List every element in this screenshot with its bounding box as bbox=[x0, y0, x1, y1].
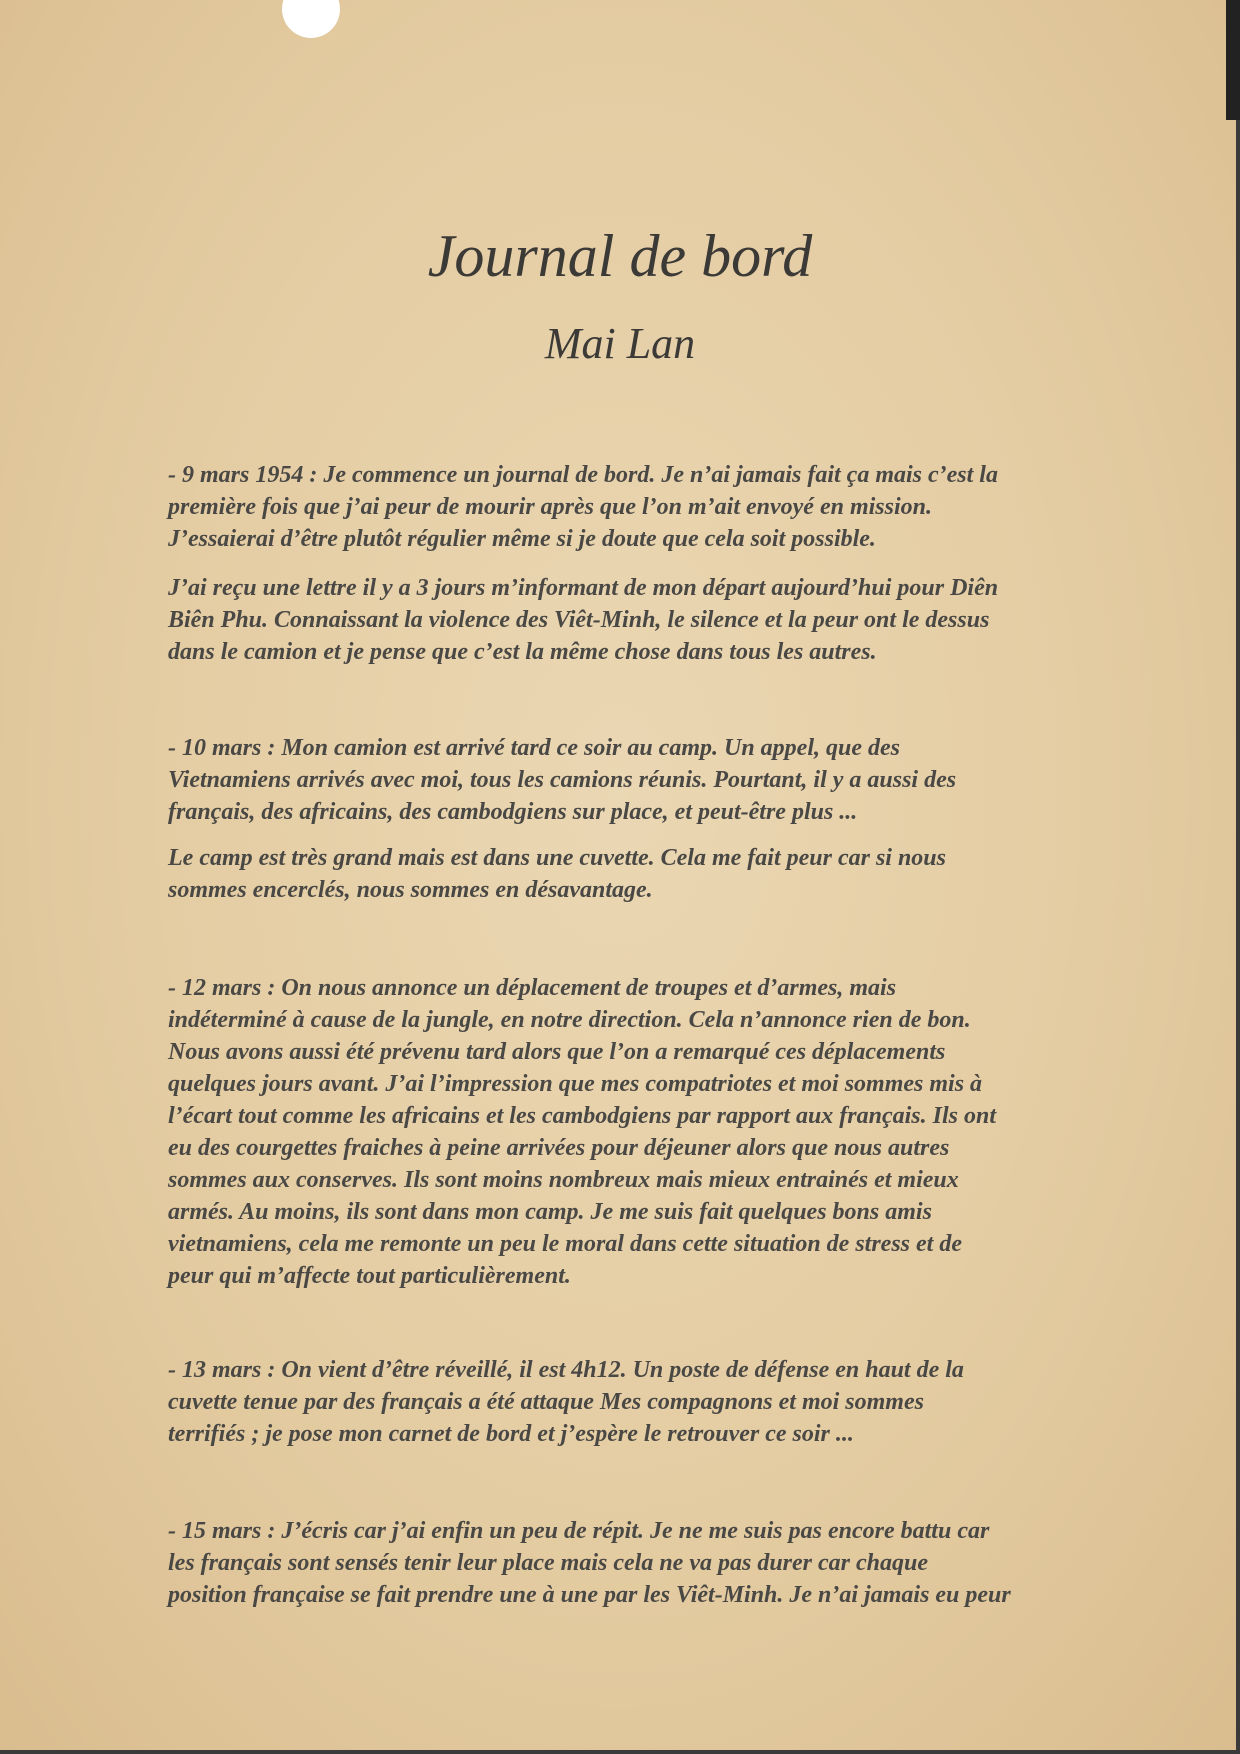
text-line: l’écart tout comme les africains et les cambodgiens par rapport aux français. Ils ont bbox=[168, 1103, 997, 1129]
journal-entry-paragraph bbox=[168, 842, 946, 906]
text-line: - 13 mars : On vient d’être réveillé, il est 4h12. Un poste de défense en haut de la bbox=[168, 1357, 964, 1383]
text-line: Nous avons aussi été prévenu tard alors que l’on a remarqué ces déplacements bbox=[168, 1039, 946, 1065]
text-line: quelques jours avant. J’ai l’impression que mes compatriotes et moi sommes mis à bbox=[168, 1071, 983, 1097]
text-line: position française se fait prendre une à une par les Viêt-Minh. Je n’ai jamais eu peur bbox=[168, 1582, 1011, 1608]
text-line: indéterminé à cause de la jungle, en notre direction. Cela n’annonce rien de bon. bbox=[168, 1007, 971, 1033]
text-line: - 9 mars 1954 : Je commence un journal de bord. Je n’ai jamais fait ça mais c’est la bbox=[168, 462, 998, 488]
text-line: armés. Au moins, ils sont dans mon camp. Je me suis fait quelques bons amis bbox=[168, 1199, 932, 1225]
text-line: - 10 mars : Mon camion est arrivé tard ce soir au camp. Un appel, que des bbox=[168, 735, 900, 761]
text-line: Vietnamiens arrivés avec moi, tous les camions réunis. Pourtant, il y a aussi des bbox=[168, 767, 957, 793]
journal-entry-paragraph bbox=[168, 459, 998, 555]
text-line: première fois que j’ai peur de mourir après que l’on m’ait envoyé en mission. bbox=[168, 494, 932, 520]
document-title: Journal de bord bbox=[427, 223, 813, 289]
text-line: peur qui m’affecte tout particulièrement. bbox=[168, 1263, 571, 1289]
text-line: cuvette tenue par des français a été attaque Mes compagnons et moi sommes bbox=[168, 1389, 924, 1415]
text-line: J’essaierai d’être plutôt régulier même si je doute que cela soit possible. bbox=[168, 526, 876, 552]
text-line: terrifiés ; je pose mon carnet de bord et j’espère le retrouver ce soir ... bbox=[168, 1421, 854, 1447]
document-author: Mai Lan bbox=[544, 319, 696, 368]
journal-entry-paragraph bbox=[168, 1354, 964, 1450]
journal-entry-paragraph bbox=[168, 1515, 1011, 1611]
punch-hole bbox=[282, 0, 340, 38]
text-line: vietnamiens, cela me remonte un peu le moral dans cette situation de stress et de bbox=[168, 1231, 962, 1257]
text-line: dans le camion et je pense que c’est la même chose dans tous les autres. bbox=[168, 639, 877, 665]
text-line: sommes aux conserves. Ils sont moins nombreux mais mieux entrainés et mieux bbox=[168, 1167, 959, 1193]
scan-edge bbox=[1226, 0, 1240, 120]
text-line: J’ai reçu une lettre il y a 3 jours m’informant de mon départ aujourd’hui pour Diên bbox=[168, 575, 999, 601]
text-line: sommes encerclés, nous sommes en désavantage. bbox=[168, 877, 653, 903]
text-line: Biên Phu. Connaissant la violence des Viêt-Minh, le silence et la peur ont le dessus bbox=[168, 607, 990, 633]
text-line: - 12 mars : On nous annonce un déplacement de troupes et d’armes, mais bbox=[168, 975, 897, 1001]
text-line: - 15 mars : J’écris car j’ai enfin un peu de répit. Je ne me suis pas encore battu car bbox=[168, 1518, 990, 1544]
text-line: Le camp est très grand mais est dans une cuvette. Cela me fait peur car si nous bbox=[168, 845, 946, 871]
journal-entry-paragraph bbox=[168, 732, 956, 828]
text-line: français, des africains, des cambodgiens sur place, et peut-être plus ... bbox=[168, 799, 858, 825]
text-line: les français sont sensés tenir leur place mais cela ne va pas durer car chaque bbox=[168, 1550, 928, 1576]
journal-entry-paragraph bbox=[168, 572, 998, 668]
journal-entry-paragraph bbox=[168, 972, 996, 1292]
text-line: eu des courgettes fraiches à peine arrivées pour déjeuner alors que nous autres bbox=[168, 1135, 950, 1161]
